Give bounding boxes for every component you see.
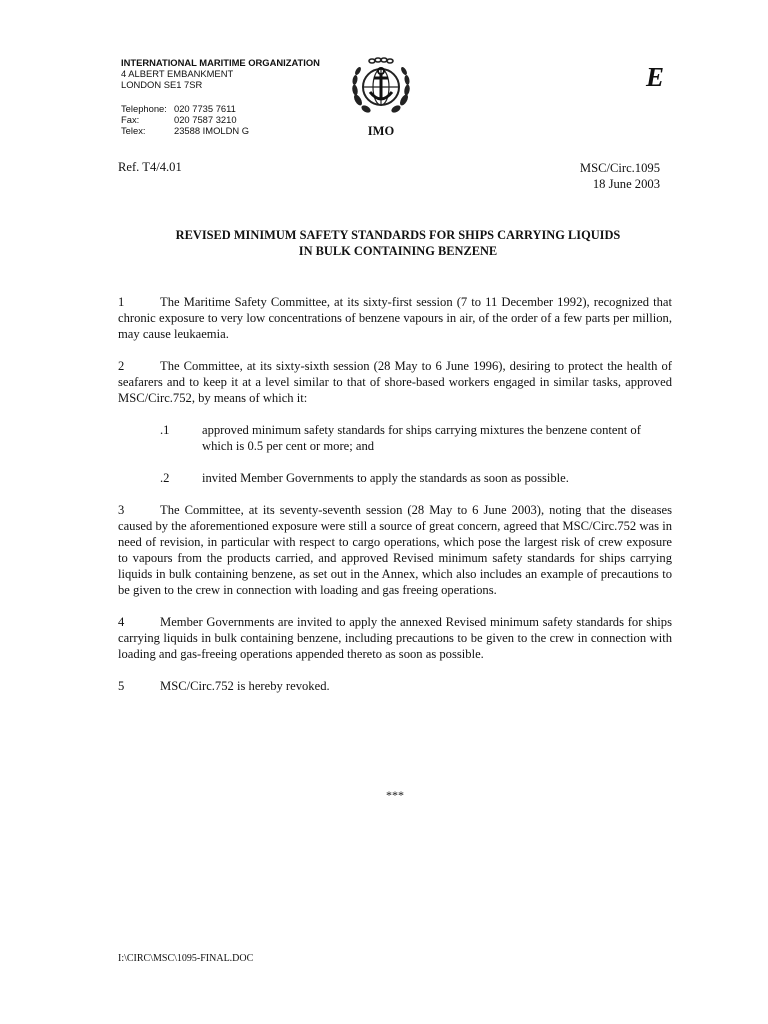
- paragraph-number: 3: [118, 503, 125, 517]
- subitem-2: [118, 470, 672, 486]
- paragraph-5: [118, 678, 672, 694]
- organization-header: [121, 57, 320, 136]
- imo-emblem-icon: [350, 56, 412, 120]
- title-line-1: REVISED MINIMUM SAFETY STANDARDS FOR SHIPS CARRYING LIQUIDS: [175, 228, 621, 242]
- document-body: [118, 294, 672, 710]
- reference-number: Ref. T4/4.01: [118, 160, 182, 174]
- paragraph-number: 1: [118, 295, 125, 309]
- paragraph-text: The Committee, at its sixty-sixth session (28 May to 6 June 1996), desiring to protect the health of seafarers and to keep it at a level similar to that of shore-based workers engaged in similar tasks, approved MSC/Circ.752, by means of which it:: [118, 359, 672, 405]
- section-separator: ***: [386, 788, 404, 802]
- subitem-text: invited Member Governments to apply the standards as soon as possible.: [202, 471, 569, 485]
- subitem-number: .2: [160, 471, 170, 485]
- paragraph-1: [118, 294, 672, 342]
- contact-value: 23588 IMOLDN G: [174, 125, 250, 136]
- contact-label: Fax:: [121, 114, 140, 125]
- circular-date: 18 June 2003: [592, 177, 660, 191]
- paragraph-text: The Committee, at its seventy-seventh session (28 May to 6 June 2003), noting that the diseases caused by the aforementioned exposure were still a source of great concern, agreed that MSC/Circ.752 was in need of revision, in particular with respect to cargo operations, which pose the largest risk of crew exposure to vapours from the products carried, and approved Revised minimum safety standards for ships carrying liquids in bulk containing benzene, as set out in the Annex, which also includes an example of precautions to be given to the crew in connection with loading and gas freeing operations.: [118, 503, 672, 597]
- contact-label: Telephone:: [121, 103, 167, 114]
- contact-telex: [121, 125, 320, 136]
- footer-file-path: I:\CIRC\MSC\1095-FINAL.DOC: [118, 953, 254, 964]
- contact-details: [121, 103, 320, 136]
- circular-reference: [580, 160, 660, 192]
- address-line-2: LONDON SE1 7SR: [121, 79, 203, 90]
- organization-name: INTERNATIONAL MARITIME ORGANIZATION: [121, 57, 320, 68]
- paragraph-2: [118, 358, 672, 406]
- language-code: E: [645, 62, 664, 92]
- contact-value: 020 7587 3210: [174, 114, 237, 125]
- paragraph-3: [118, 502, 672, 598]
- contact-label: Telex:: [121, 125, 146, 136]
- circular-number: MSC/Circ.1095: [579, 161, 660, 175]
- paragraph-number: 5: [118, 679, 125, 693]
- paragraph-number: 2: [118, 359, 125, 373]
- subitem-number: .1: [160, 423, 170, 437]
- contact-value: 020 7735 7611: [174, 103, 236, 114]
- emblem-label: IMO: [367, 124, 395, 138]
- paragraph-4: [118, 614, 672, 662]
- address-line-1: 4 ALBERT EMBANKMENT: [121, 68, 234, 79]
- title-line-2: IN BULK CONTAINING BENZENE: [298, 244, 498, 258]
- paragraph-number: 4: [118, 615, 125, 629]
- document-title: [118, 227, 678, 259]
- paragraph-text: The Maritime Safety Committee, at its sixty-first session (7 to 11 December 1992), recognized that chronic exposure to very low concentrations of benzene vapours in air, of the order of a few parts per million, may cause leukaemia.: [118, 295, 672, 341]
- contact-fax: [121, 114, 320, 125]
- subitem-1: [118, 422, 672, 454]
- contact-telephone: [121, 103, 320, 114]
- subitem-text: approved minimum safety standards for ships carrying mixtures the benzene content of which is 0.5 per cent or more; and: [202, 423, 641, 453]
- paragraph-text: MSC/Circ.752 is hereby revoked.: [160, 679, 330, 693]
- paragraph-text: Member Governments are invited to apply the annexed Revised minimum safety standards for ships carrying liquids in bulk containing benzene, including precautions to be given to the crew in connection with loading and gas-freeing operations appended thereto as soon as possible.: [118, 615, 672, 661]
